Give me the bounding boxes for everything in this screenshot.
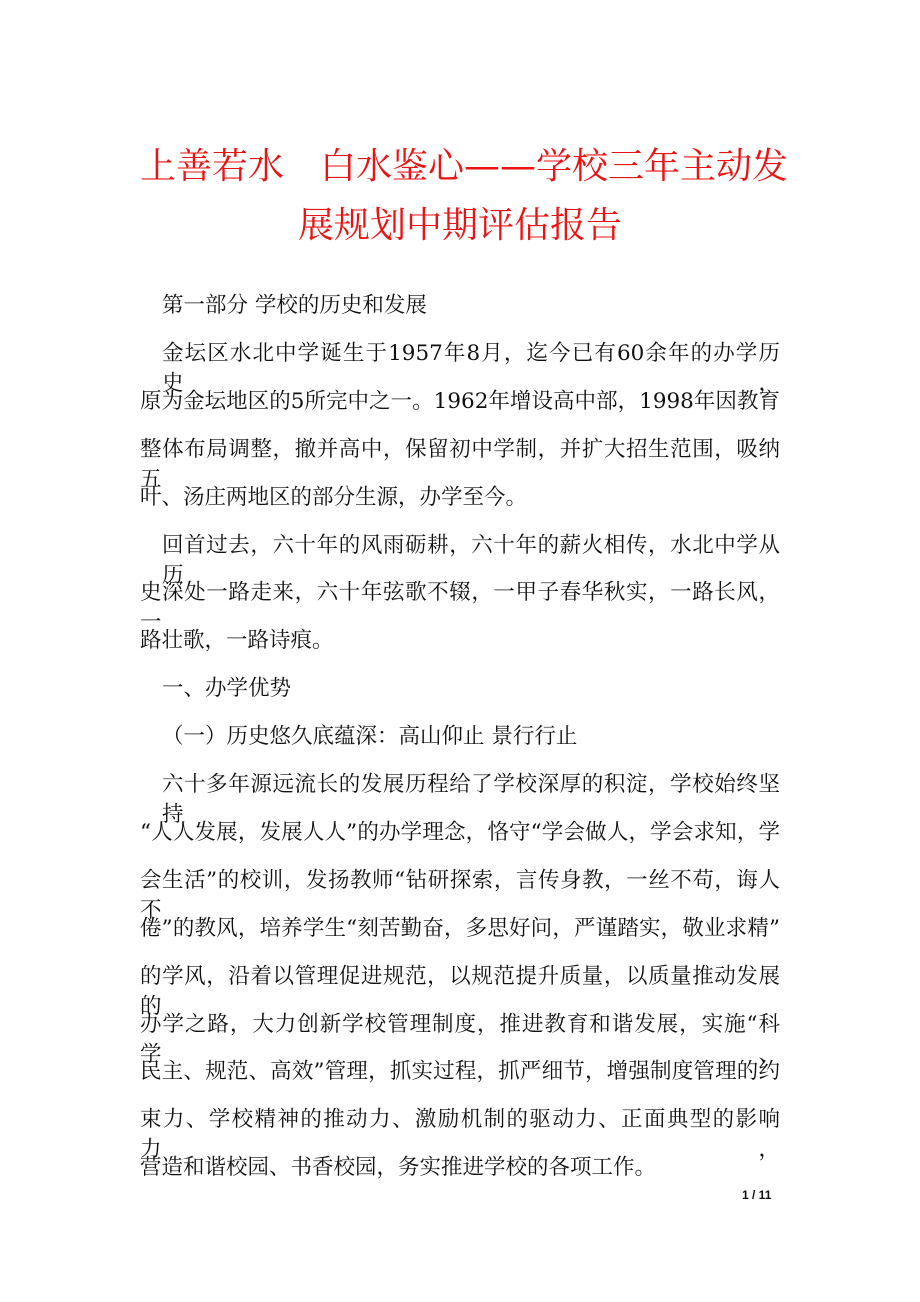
document-title-line-2: 展规划中期评估报告 [297, 205, 622, 246]
text-line: 原为金坛地区的5所完中之一。1962年增设高中部，1998年因教育 [140, 388, 780, 414]
text-line: 会生活”的校训，发扬教师“钻研探索，言传身教，一丝不苟，诲人不 [140, 867, 780, 923]
text-line: 史深处一路走来，六十年弦歌不辍，一甲子春华秋实，一路长风，一 [140, 580, 780, 636]
text-line: 路壮歌，一路诗痕。 [140, 628, 334, 654]
text-line: （一）历史悠久底蕴深：高山仰止 景行行止 [162, 724, 578, 750]
text-line: 金坛区水北中学诞生于1957年8月，迄今已有60余年的办学历史， [162, 340, 780, 396]
text-line: 第一部分 学校的历史和发展 [162, 293, 427, 318]
text-line: 回首过去，六十年的风雨砺耕，六十年的薪火相传，水北中学从历 [162, 532, 780, 588]
text-line: 营造和谐校园、书香校园，务实推进学校的各项工作。 [140, 1155, 657, 1181]
text-line: 叶、汤庄两地区的部分生源，办学至今。 [140, 484, 528, 510]
document-title-line-1: 上善若水 白水鉴心——学校三年主动发 [140, 146, 789, 187]
text-line: 整体布局调整，撤并高中，保留初中学制，并扩大招生范围，吸纳五 [140, 436, 780, 492]
page-number: 1 / 11 [742, 1188, 772, 1202]
text-line: 束力、学校精神的推动力、激励机制的驱动力、正面典型的影响力， [140, 1107, 780, 1163]
text-line: 一、办学优势 [162, 676, 292, 702]
text-line: 倦”的教风，培养学生“刻苦勤奋，多思好问，严谨踏实，敬业求精” [140, 915, 780, 941]
text-line: 民主、规范、高效”管理，抓实过程，抓严细节，增强制度管理的约 [140, 1059, 780, 1085]
text-line: 的学风，沿着以管理促进规范，以规范提升质量，以质量推动发展的 [140, 963, 780, 1019]
text-line: 六十多年源远流长的发展历程给了学校深厚的积淀，学校始终坚持 [162, 772, 780, 827]
text-line: 办学之路，大力创新学校管理制度，推进教育和谐发展，实施“科学、 [140, 1011, 780, 1067]
text-line: “人人发展，发展人人”的办学理念，恪守“学会做人，学会求知，学 [140, 819, 780, 845]
